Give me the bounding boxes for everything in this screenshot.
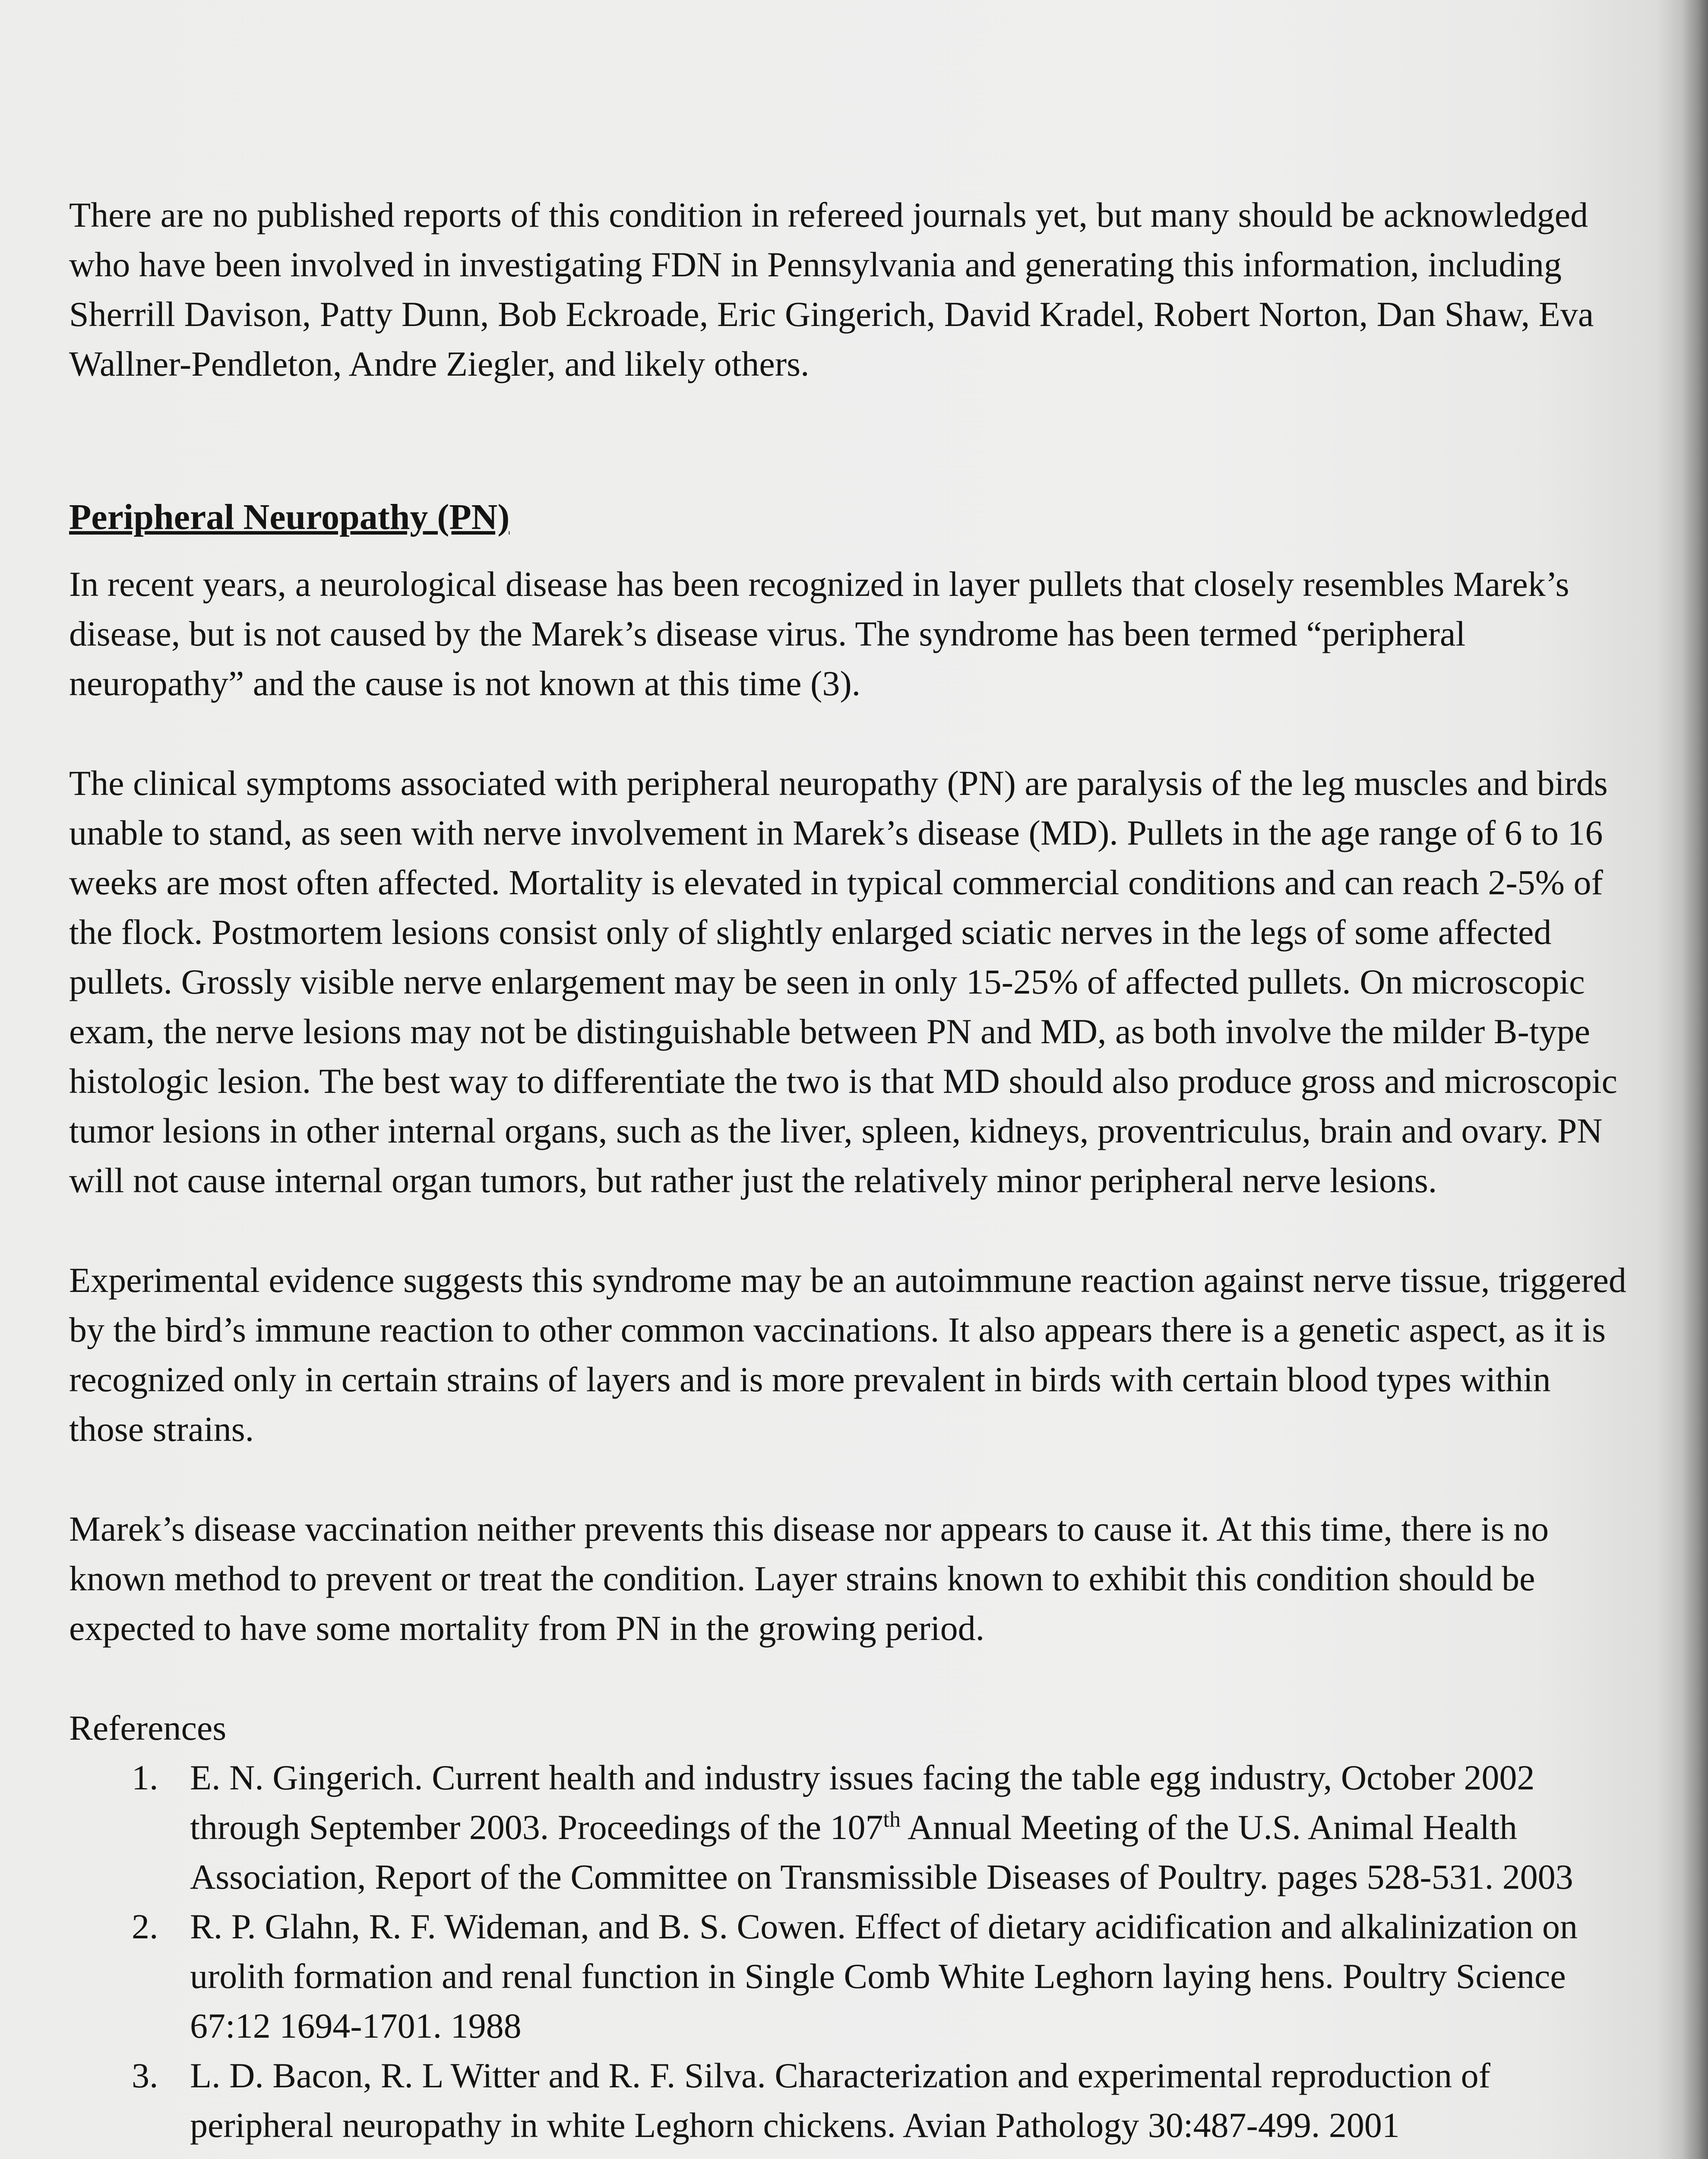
intro-paragraph: There are no published reports of this condition in refereed journals yet, but many should be acknowledged who have been involved in investigating FDN in Pennsylvania and generating this information, including Sherrill Davison, Patty Dunn, Bob Eckroade, Eric Gingerich, David Kradel, Robert Norton, Dan Shaw, Eva Wallner-Pendleton, Andre Ziegler, and likely others.: [69, 195, 1594, 383]
reference-number: 2.: [132, 1907, 158, 1946]
reference-item: [69, 2051, 1632, 2150]
references-list: [69, 1753, 1632, 2150]
reference-item: [69, 1753, 1632, 1902]
document-body: [69, 190, 1632, 2150]
reference-text-part: E. N. Gingerich. Current health and industry issues facing the table egg industry, October 2002 through September 2003. Proceedings of the 107: [190, 1758, 1535, 1847]
reference-superscript: th: [883, 1807, 901, 1832]
reference-number: 3.: [132, 2056, 158, 2095]
paragraph-1: In recent years, a neurological disease has been recognized in layer pullets that closely resembles Marek’s disease, but is not caused by the Marek’s disease virus. The syndrome has been termed “peripheral neuropathy” and the cause is not known at this time (3).: [69, 564, 1569, 703]
reference-text: R. P. Glahn, R. F. Wideman, and B. S. Cowen. Effect of dietary acidification and alkalinization on urolith formation and renal function in Single Comb White Leghorn laying hens. Poultry Science 67:12 1694-1701. 1988: [190, 1907, 1578, 2045]
section-heading: Peripheral Neuropathy (PN): [69, 497, 510, 537]
reference-item: [69, 1902, 1632, 2051]
reference-text: L. D. Bacon, R. L Witter and R. F. Silva. Characterization and experimental reproduction of peripheral neuropathy in white Leghorn chickens. Avian Pathology 30:487-499. 2001: [190, 2056, 1490, 2145]
reference-number: 1.: [132, 1758, 158, 1797]
reference-text-part: Annual Meeting of the U.S. Animal Health Association, Report of the Committee on Transmissible Diseases of Poultry. pages 528-531. 2003: [190, 1808, 1573, 1896]
references-title: References: [69, 1708, 227, 1747]
paragraph-2: The clinical symptoms associated with peripheral neuropathy (PN) are paralysis of the leg muscles and birds unable to stand, as seen with nerve involvement in Marek’s disease (MD). Pullets in the age range of 6 to 16 weeks are most often affected. Mortality is elevated in typical commercial conditions and can reach 2-5% of the flock. Postmortem lesions consist only of slightly enlarged sciatic nerves in the legs of some affected pullets. Grossly visible nerve enlargement may be seen in only 15-25% of affected pullets. On microscopic exam, the nerve lesions may not be distinguishable between PN and MD, as both involve the milder B-type histologic lesion. The best way to differentiate the two is that MD should also produce gross and microscopic tumor lesions in other internal organs, such as the liver, spleen, kidneys, proventriculus, brain and ovary. PN will not cause internal organ tumors, but rather just the relatively minor peripheral nerve lesions.: [69, 763, 1618, 1200]
page-edge-shadow: [1682, 0, 1708, 2159]
paragraph-4: Marek’s disease vaccination neither prevents this disease nor appears to cause it. At this time, there is no known method to prevent or treat the condition. Layer strains known to exhibit this condition should be expected to have some mortality from PN in the growing period.: [69, 1509, 1549, 1648]
paragraph-3: Experimental evidence suggests this syndrome may be an autoimmune reaction against nerve tissue, triggered by the bird’s immune reaction to other common vaccinations. It also appears there is a genetic aspect, as it is recognized only in certain strains of layers and is more prevalent in birds with certain blood types within those strains.: [69, 1260, 1626, 1449]
